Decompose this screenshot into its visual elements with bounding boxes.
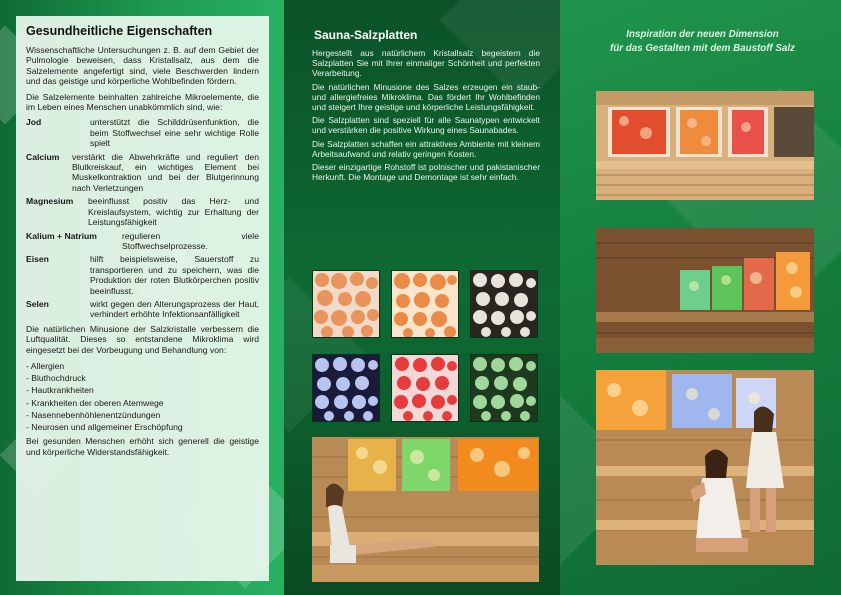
sauna-paragraph: Die natürlichen Minusione des Salzes erzeugen ein staub- und allergiefreies Mikroklima. Das fördert Ihr Wohlbefinden und steigert Ihre geistige und körperliche Leistungsfähigkeit. bbox=[312, 81, 540, 113]
health-title: Gesundheitliche Eigenschaften bbox=[26, 24, 213, 38]
element-name: Calcium bbox=[26, 151, 60, 162]
list-item: - Neurosen und allgemeiner Erschöpfung bbox=[26, 421, 183, 432]
list-item: - Hautkrankheiten bbox=[26, 385, 94, 396]
element-name: Jod bbox=[26, 117, 42, 128]
sauna-photo-woman bbox=[312, 437, 539, 582]
closing-text: Bei gesunden Menschen erhöht sich generell die geistige und körperliche Widerstandsfähigkeit. bbox=[26, 436, 259, 457]
element-text: verstärkt die Abwehrkräfte und reguliert den Blutkreiskauf, ein wichtiges Element bei Muskelkontraktion und bei der Blutgerinnung nach Verletzungen bbox=[72, 151, 259, 193]
sauna-paragraph: Hergestellt aus natürlichem Kristallsalz begeistern die Salzplatten Sie mit Ihrer einmaliger Schönheit und perfekten Verarbeitung. bbox=[312, 48, 540, 79]
sauna-photo-3 bbox=[596, 370, 814, 565]
salt-tile-blue bbox=[312, 354, 380, 422]
list-item: - Krankheiten der oberen Atemwege bbox=[26, 397, 164, 408]
conditions-list bbox=[26, 360, 259, 433]
salt-tile-green bbox=[470, 354, 538, 422]
element-selen bbox=[26, 299, 259, 320]
sauna-paragraph: Die Salzplatten sind speziell für alle Saunatypen entwickelt und verstärken die positive Wirkung eines Saunabades. bbox=[312, 115, 540, 136]
inspiration-line-1: Inspiration der neuen Dimension bbox=[626, 29, 779, 40]
sauna-title: Sauna-Salzplatten bbox=[314, 28, 418, 42]
element-name: Kalium + Natrium bbox=[26, 230, 97, 241]
inspiration-title bbox=[580, 28, 825, 56]
list-item: - Allergien bbox=[26, 360, 65, 371]
sauna-paragraph: Dieser einzigartige Rohstoff ist polnischer und pakistanischer Herkunft. Die Montage und Demontage ist sehr einfach. bbox=[312, 162, 540, 183]
element-text: unterstützt die Schilddrüsenfunktion, die beim Stoffwechsel eine sehr wichtige Rolle spielt bbox=[90, 117, 259, 149]
elements-intro: Die Salzelemente beinhalten zahlreiche Mikroelemente, die im Leben eines Menschen unabkömmlich sind, wie: bbox=[26, 91, 259, 113]
sauna-photo-2 bbox=[596, 228, 814, 353]
salt-tile-orange bbox=[312, 270, 380, 338]
element-kalium-natrium bbox=[26, 231, 259, 252]
sauna-paragraph: Die Salzplatten schaffen ein attraktives Ambiente mit kleinem Arbeitsaufwand und relativ geringen Kosten. bbox=[312, 138, 540, 159]
element-text: beeinflusst positiv das Herz- und Kreislaufsystem, wichtig zur Erhaltung der Leistungsfähigkeit bbox=[88, 196, 259, 228]
minusione-text: Die natürlichen Minusione der Salzkristalle verbessern die Luftqualität. Dieses so entstandene Mikroklima wird eingesetzt bei der Vorbeugung und Behandlung von: bbox=[26, 323, 259, 355]
sauna-text bbox=[312, 48, 540, 185]
element-text: regulieren viele Stoffwechselprozesse. bbox=[122, 230, 259, 251]
list-item: - Nasennebenhöhlenentzündungen bbox=[26, 409, 161, 420]
element-name: Magnesium bbox=[26, 196, 74, 207]
right-panel bbox=[560, 0, 841, 595]
element-magnesium bbox=[26, 196, 259, 227]
sauna-photo-1 bbox=[596, 91, 814, 200]
element-name: Selen bbox=[26, 298, 49, 309]
salt-tile-red bbox=[391, 354, 459, 422]
middle-panel bbox=[284, 0, 560, 595]
element-eisen bbox=[26, 254, 259, 296]
element-name: Eisen bbox=[26, 254, 49, 265]
health-text-box bbox=[16, 16, 269, 581]
salt-tile-amber bbox=[391, 270, 459, 338]
list-item: - Bluthochdruck bbox=[26, 373, 86, 384]
salt-tile-white bbox=[470, 270, 538, 338]
element-calcium bbox=[26, 152, 259, 194]
element-text: hilft beispielsweise, Sauerstoff zu transportieren und zu speichern, was die Produktion der roten Blutkörperchen positiv beeinflusst. bbox=[90, 254, 259, 296]
health-intro: Wissenschaftliche Untersuchungen z. B. auf dem Gebiet der Pulmologie beweisen, dass Kristallsalz, aus dem die Salzelemente angefertigt sind, viele Beschwerden lindern und das geistige und körperliche Wohlbefinden fördern. bbox=[26, 45, 259, 87]
element-text: wirkt gegen den Alterungsprozess der Haut, verhindert erhöhte Infektionsanfälligkeit bbox=[90, 298, 259, 320]
inspiration-line-2: für das Gestalten mit dem Baustoff Salz bbox=[610, 43, 795, 54]
left-panel bbox=[0, 0, 284, 595]
element-jod bbox=[26, 117, 259, 148]
